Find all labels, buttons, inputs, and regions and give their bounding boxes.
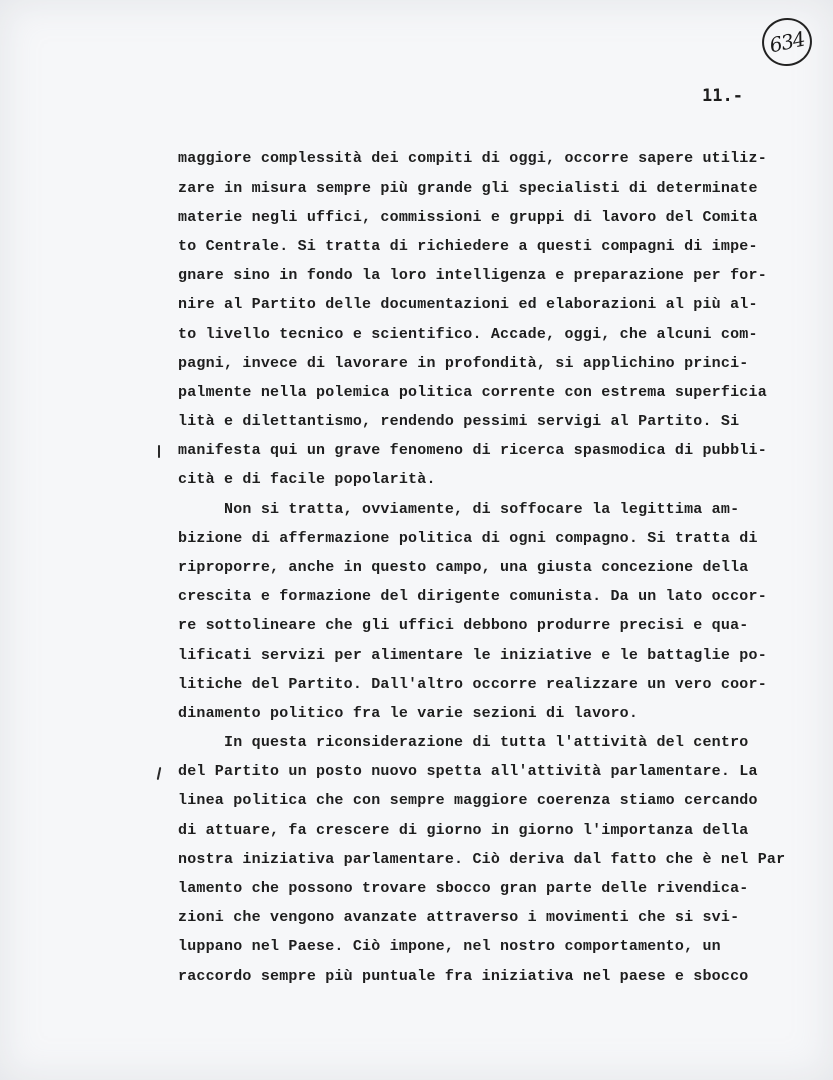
text-line: gnare sino in fondo la loro intelligenza e preparazione per for- (178, 267, 767, 284)
text-line: lamento che possono trovare sbocco gran parte delle rivendica- (178, 880, 749, 897)
folio-stamp: 634 (758, 13, 817, 70)
text-line: to livello tecnico e scientifico. Accade, oggi, che alcuni com- (178, 326, 758, 343)
text-line: linea politica che con sempre maggiore coerenza stiamo cercando (178, 792, 758, 809)
text-line: luppano nel Paese. Ciò impone, nel nostro comportamento, un (178, 938, 721, 955)
text-line: pagni, invece di lavorare in profondità, si applichino princi- (178, 355, 749, 372)
text-line: di attuare, fa crescere di giorno in giorno l'importanza della (178, 822, 749, 839)
text-line: riproporre, anche in questo campo, una giusta concezione della (178, 559, 749, 576)
text-line: nostra iniziativa parlamentare. Ciò deriva dal fatto che è nel Par (178, 851, 786, 868)
text-line: bizione di affermazione politica di ogni compagno. Si tratta di (178, 530, 758, 547)
text-line: crescita e formazione del dirigente comunista. Da un lato occor- (178, 588, 767, 605)
text-line: zare in misura sempre più grande gli specialisti di determinate (178, 180, 758, 197)
text-line: litiche del Partito. Dall'altro occorre realizzare un vero coor- (178, 676, 767, 693)
text-line: del Partito un posto nuovo spetta all'attività parlamentare. La (178, 763, 758, 780)
margin-mark (157, 767, 162, 780)
text-line: to Centrale. Si tratta di richiedere a questi compagni di impe- (178, 238, 758, 255)
text-line: palmente nella polemica politica corrente con estrema superficia (178, 384, 767, 401)
text-line: materie negli uffici, commissioni e gruppi di lavoro del Comita (178, 209, 758, 226)
text-line: lificati servizi per alimentare le iniziative e le battaglie po- (178, 647, 767, 664)
text-line: manifesta qui un grave fenomeno di ricerca spasmodica di pubbli- (178, 442, 767, 459)
text-line: Non si tratta, ovviamente, di soffocare la legittima am- (178, 501, 740, 518)
text-line: dinamento politico fra le varie sezioni di lavoro. (178, 705, 639, 722)
text-line: raccordo sempre più puntuale fra iniziativa nel paese e sbocco (178, 968, 749, 985)
text-line: zioni che vengono avanzate attraverso i movimenti che si svi- (178, 909, 740, 926)
text-line: lità e dilettantismo, rendendo pessimi servigi al Partito. Si (178, 413, 740, 430)
page-number: 11.- (702, 86, 743, 106)
text-line: In questa riconsiderazione di tutta l'attività del centro (178, 734, 749, 751)
text-line: re sottolineare che gli uffici debbono produrre precisi e qua- (178, 617, 749, 634)
text-line: cità e di facile popolarità. (178, 471, 436, 488)
text-line: maggiore complessità dei compiti di oggi, occorre sapere utiliz- (178, 150, 767, 167)
margin-mark (158, 445, 160, 458)
text-line: nire al Partito delle documentazioni ed elaborazioni al più al- (178, 296, 758, 313)
